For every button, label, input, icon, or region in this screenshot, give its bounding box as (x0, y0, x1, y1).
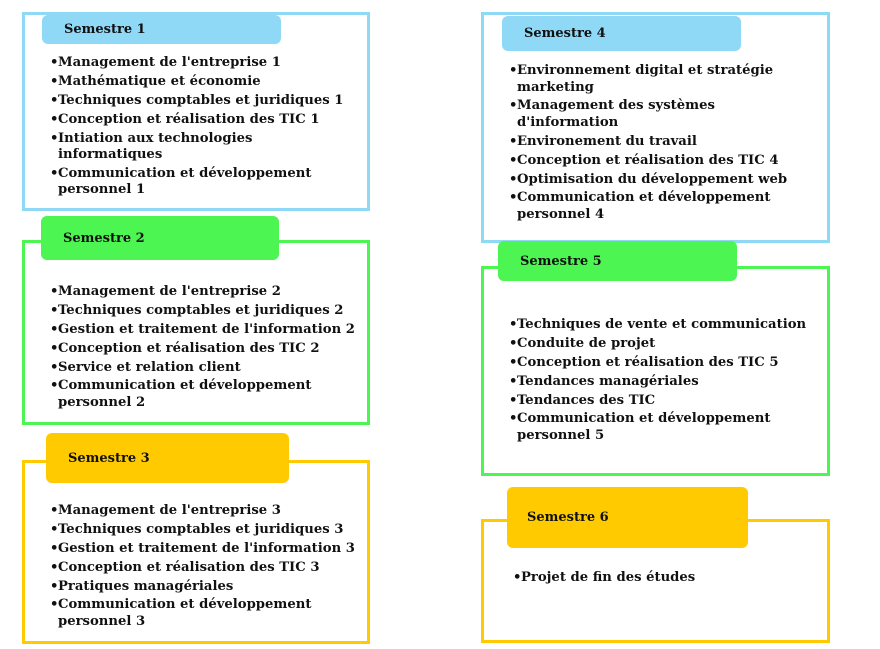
semester-3-title: Semestre 3 (46, 433, 289, 483)
course-item: • Techniques de vente et communication (509, 317, 819, 334)
course-item: • Conception et réalisation des TIC 3 (50, 560, 360, 577)
course-item: • Communication et développement personnel 1 (50, 166, 318, 199)
course-item: • Management de l'entreprise 2 (50, 284, 360, 301)
course-item: • Communication et développement personnel 3 (50, 597, 318, 630)
course-item: • Pratiques managériales (50, 579, 360, 596)
course-item: • Techniques comptables et juridiques 2 (50, 303, 360, 320)
course-item: • Conception et réalisation des TIC 4 (509, 153, 809, 170)
course-item: • Conduite de projet (509, 336, 819, 353)
course-item: • Projet de fin des études (513, 570, 813, 587)
semester-1-course-list (50, 55, 350, 201)
course-item: • Intiation aux technologies informatiques (50, 131, 268, 164)
course-item: • Environement du travail (509, 134, 809, 151)
course-item: • Communication et développement personnel 2 (50, 378, 318, 411)
course-item: • Gestion et traitement de l'information 2 (50, 322, 360, 339)
course-item: • Management des systèmes d'information (509, 98, 717, 131)
semester-6-course-list (513, 570, 813, 589)
course-item: • Management de l'entreprise 3 (50, 503, 360, 520)
semester-3-course-list (50, 503, 360, 633)
course-item: • Mathématique et économie (50, 74, 350, 91)
semester-5-title: Semestre 5 (498, 241, 737, 281)
course-item: • Techniques comptables et juridiques 1 (50, 93, 350, 110)
semester-5-course-list (509, 317, 819, 447)
course-item: • Conception et réalisation des TIC 2 (50, 341, 360, 358)
course-item: • Conception et réalisation des TIC 5 (509, 355, 819, 372)
course-item: • Management de l'entreprise 1 (50, 55, 350, 72)
course-item: • Communication et développement personnel 5 (509, 411, 777, 444)
course-item: • Service et relation client (50, 360, 360, 377)
course-item: • Techniques comptables et juridiques 3 (50, 522, 360, 539)
semester-2-course-list (50, 284, 360, 414)
course-item: • Communication et développement personnel 4 (509, 190, 777, 223)
semester-4-title: Semestre 4 (502, 16, 741, 51)
semester-4-course-list (509, 63, 809, 226)
semester-2-title: Semestre 2 (41, 216, 279, 260)
semester-1-title: Semestre 1 (42, 15, 281, 44)
course-item: • Environnement digital et stratégie marketing (509, 63, 777, 96)
semester-6-title: Semestre 6 (507, 487, 748, 548)
course-item: • Tendances des TIC (509, 393, 819, 410)
course-item: • Tendances managériales (509, 374, 819, 391)
course-item: • Gestion et traitement de l'information 3 (50, 541, 360, 558)
course-item: • Conception et réalisation des TIC 1 (50, 112, 350, 129)
course-item: • Optimisation du développement web (509, 172, 809, 189)
